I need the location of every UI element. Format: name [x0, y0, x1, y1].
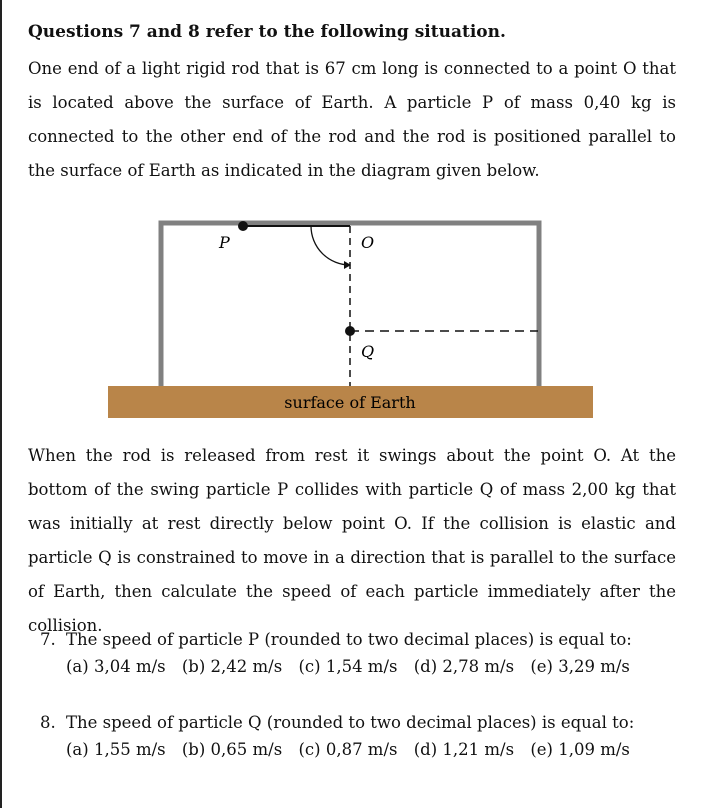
label-P: P [219, 233, 230, 252]
option-b[interactable]: (b) 0,65 m/s [181, 740, 283, 759]
option-a[interactable]: (a) 1,55 m/s [66, 740, 166, 759]
option-b[interactable]: (b) 2,42 m/s [181, 657, 283, 676]
ground-label: surface of Earth [284, 393, 416, 412]
option-d[interactable]: (d) 1,21 m/s [413, 740, 515, 759]
option-e[interactable]: (e) 3,29 m/s [530, 657, 630, 676]
option-e[interactable]: (e) 1,09 m/s [530, 740, 630, 759]
answer-options [40, 657, 680, 676]
particle-Q [345, 326, 355, 336]
question-8 [40, 713, 680, 759]
description-paragraph: When the rod is released from rest it swings about the point O. At the bottom of the swing particle P collides with particle Q of mass 2,00 kg that was initially at rest directly below point O. If the collision is elastic and particle Q is constrained to move in a direction that is parallel to the surface of Earth, then calculate the speed of each particle immediately after the collision. [28, 446, 676, 635]
label-O: O [361, 233, 375, 252]
label-Q: Q [361, 342, 375, 361]
option-d[interactable]: (d) 2,78 m/s [413, 657, 515, 676]
answer-options [40, 740, 680, 759]
option-c[interactable]: (c) 0,87 m/s [298, 740, 398, 759]
question-text: The speed of particle Q (rounded to two decimal places) is equal to: [66, 713, 635, 732]
swing-arc-arrow [311, 226, 350, 265]
option-c[interactable]: (c) 1,54 m/s [298, 657, 398, 676]
particle-P [238, 221, 248, 231]
question-number: 8. [40, 713, 56, 732]
left-margin-rule [0, 0, 2, 808]
question-number: 7. [40, 630, 56, 649]
question-7 [40, 630, 680, 676]
option-a[interactable]: (a) 3,04 m/s [66, 657, 166, 676]
section-heading: Questions 7 and 8 refer to the following situation. [28, 22, 506, 42]
question-text: The speed of particle P (rounded to two decimal places) is equal to: [66, 630, 632, 649]
pendulum-diagram [28, 210, 678, 425]
intro-paragraph: One end of a light rigid rod that is 67 cm long is connected to a point O that is located above the surface of Earth. A particle P of mass 0,40 kg is connected to the other end of the rod and the rod is positioned parallel to the surface of Earth as indicated in the diagram given below. [28, 59, 676, 180]
